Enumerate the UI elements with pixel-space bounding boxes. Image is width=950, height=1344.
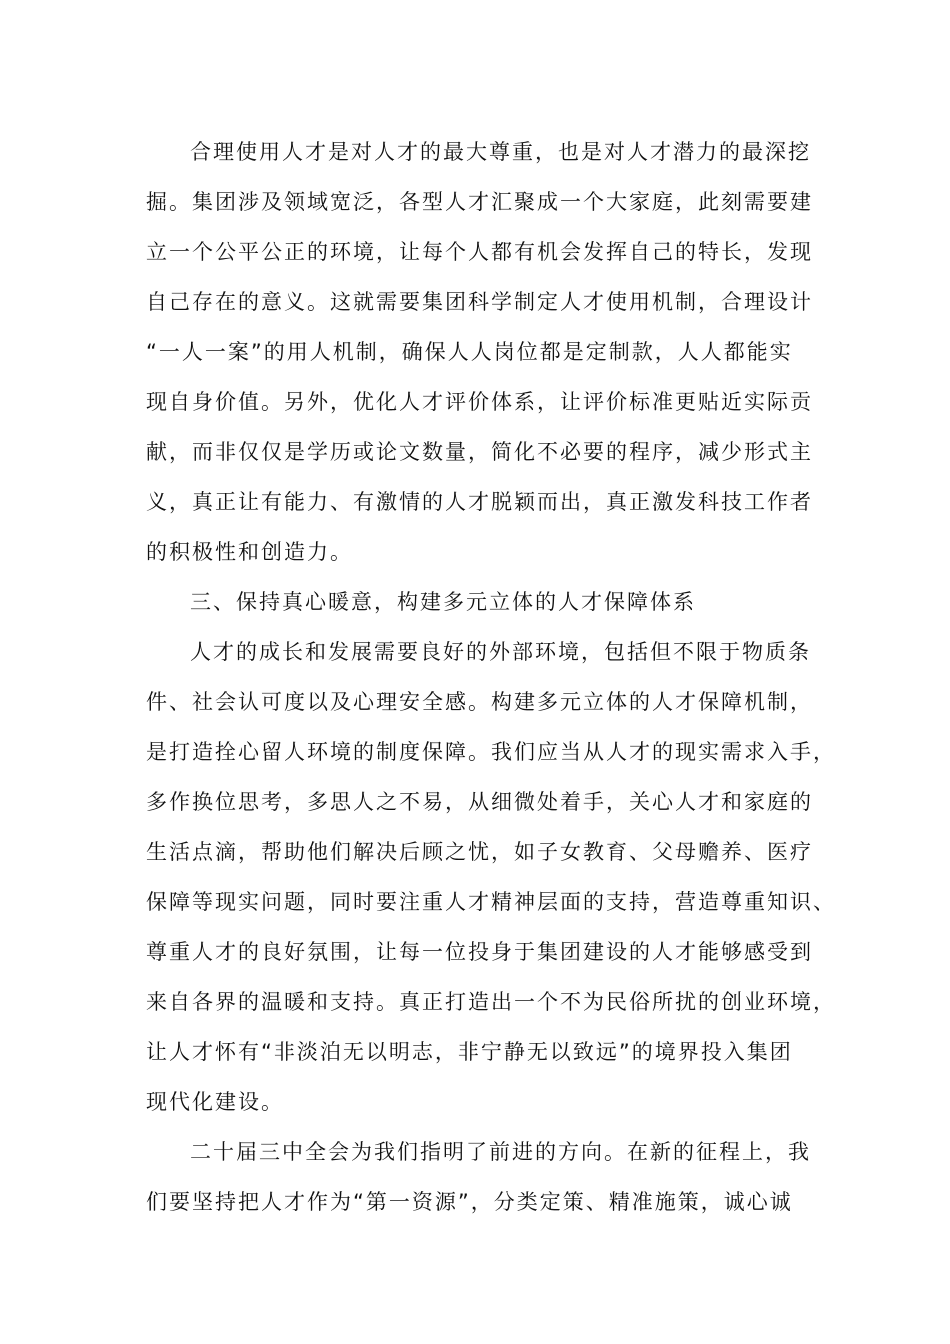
text-line: 让人才怀有“非淡泊无以明志，非宁静无以致远”的境界投入集团 [146, 1040, 793, 1064]
text-line: “一人一案”的用人机制，确保人人岗位都是定制款，人人都能实 [146, 340, 793, 364]
document-page [146, 127, 846, 1227]
text-line: 保障等现实问题，同时要注重人才精神层面的支持，营造尊重知识、 [146, 890, 836, 914]
text-line: 尊重人才的良好氛围，让每一位投身于集团建设的人才能够感受到 [146, 940, 813, 964]
text-line: 们要坚持把人才作为“第一资源”，分类定策、精准施策，诚心诚 [146, 1190, 793, 1214]
text-line: 来自各界的温暖和支持。真正打造出一个不为民俗所扰的创业环境， [146, 990, 836, 1014]
text-line: 献，而非仅仅是学历或论文数量，简化不必要的程序，减少形式主 [146, 440, 813, 464]
text-line: 自己存在的意义。这就需要集团科学制定人才使用机制，合理设计 [146, 290, 813, 314]
text-line: 是打造拴心留人环境的制度保障。我们应当从人才的现实需求入手， [146, 740, 836, 764]
paragraph-first-line: 三、保持真心暖意，构建多元立体的人才保障体系 [190, 590, 696, 614]
paragraph-first-line: 人才的成长和发展需要良好的外部环境，包括但不限于物质条 [190, 640, 811, 664]
text-line: 现自身价值。另外，优化人才评价体系，让评价标准更贴近实际贡 [146, 390, 813, 414]
text-line: 义，真正让有能力、有激情的人才脱颖而出，真正激发科技工作者 [146, 490, 813, 514]
text-line: 生活点滴，帮助他们解决后顾之忧，如子女教育、父母赡养、医疗 [146, 840, 813, 864]
paragraph-first-line: 合理使用人才是对人才的最大尊重，也是对人才潜力的最深挖 [190, 140, 811, 164]
text-line: 现代化建设。 [146, 1090, 284, 1114]
text-line: 多作换位思考，多思人之不易，从细微处着手，关心人才和家庭的 [146, 790, 813, 814]
text-line: 立一个公平公正的环境，让每个人都有机会发挥自己的特长，发现 [146, 240, 813, 264]
text-line: 掘。集团涉及领域宽泛，各型人才汇聚成一个大家庭，此刻需要建 [146, 190, 813, 214]
text-line: 件、社会认可度以及心理安全感。构建多元立体的人才保障机制， [146, 690, 813, 714]
paragraph-first-line: 二十届三中全会为我们指明了前进的方向。在新的征程上，我 [190, 1140, 811, 1164]
text-line: 的积极性和创造力。 [146, 540, 353, 564]
